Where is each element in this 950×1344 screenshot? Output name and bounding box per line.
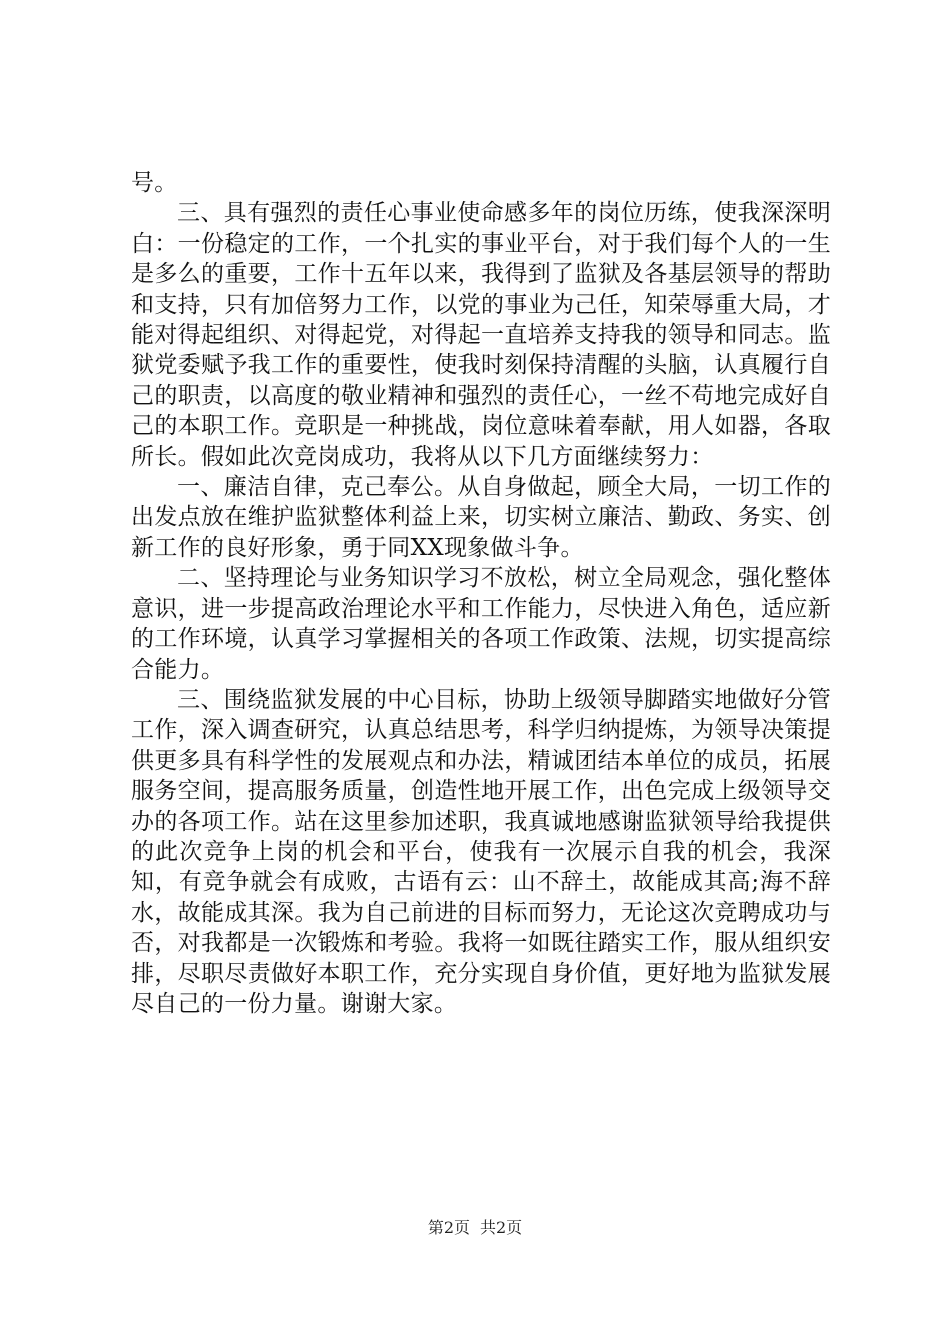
paragraph-study: 二、坚持理论与业务知识学习不放松，树立全局观念，强化整体意识，进一步提高政治理论水平和工作能力，尽快进入角色，适应新的工作环境，认真学习掌握相关的各项工作政策、法规，切实提高综合能力。 <box>131 565 831 683</box>
paragraph-integrity: 一、廉洁自律，克己奉公。从自身做起，顾全大局，一切工作的出发点放在维护监狱整体利益上来，切实树立廉洁、勤政、务实、创新工作的良好形象，勇于同XX现象做斗争。 <box>131 474 831 561</box>
paragraph-goals: 三、围绕监狱发展的中心目标，协助上级领导脚踏实地做好分管工作，深入调查研究，认真总结思考，科学归纳提炼，为领导决策提供更多具有科学性的发展观点和办法，精诚团结本单位的成员，拓展服务空间，提高服务质量，创造性地开展工作，出色完成上级领导交办的各项工作。站在这里参加述职，我真诚地感谢监狱领导给我提供的此次竞争上岗的机会和平台，使我有一次展示自我的机会，我深知，有竞争就会有成败，古语有云：山不辞土，故能成其高;海不辞水，故能成其深。我为自己前进的目标而努力，无论这次竞聘成功与否，对我都是一次锻炼和考验。我将一如既往踏实工作，服从组织安排，尽职尽责做好本职工作，充分实现自身价值，更好地为监狱发展尽自己的一份力量。谢谢大家。 <box>131 686 831 1017</box>
page-footer <box>0 1218 950 1238</box>
page-total: 共2页 <box>480 1218 523 1237</box>
paragraph-continuation: 号。 <box>131 170 178 196</box>
paragraph-responsibility: 三、具有强烈的责任心事业使命感多年的岗位历练，使我深深明白：一份稳定的工作，一个扎实的事业平台，对于我们每个人的一生是多么的重要，工作十五年以来，我得到了监狱及各基层领导的帮助和支持，只有加倍努力工作，以党的事业为己任，知荣辱重大局，才能对得起组织、对得起党，对得起一直培养支持我的领导和同志。监狱党委赋予我工作的重要性，使我时刻保持清醒的头脑，认真履行自己的职责，以高度的敬业精神和强烈的责任心，一丝不苟地完成好自己的本职工作。竞职是一种挑战，岗位意味着奉献，用人如器，各取所长。假如此次竞岗成功，我将从以下几方面继续努力： <box>131 200 831 470</box>
document-body <box>131 168 831 1019</box>
page-number: 第2页 <box>427 1218 470 1237</box>
